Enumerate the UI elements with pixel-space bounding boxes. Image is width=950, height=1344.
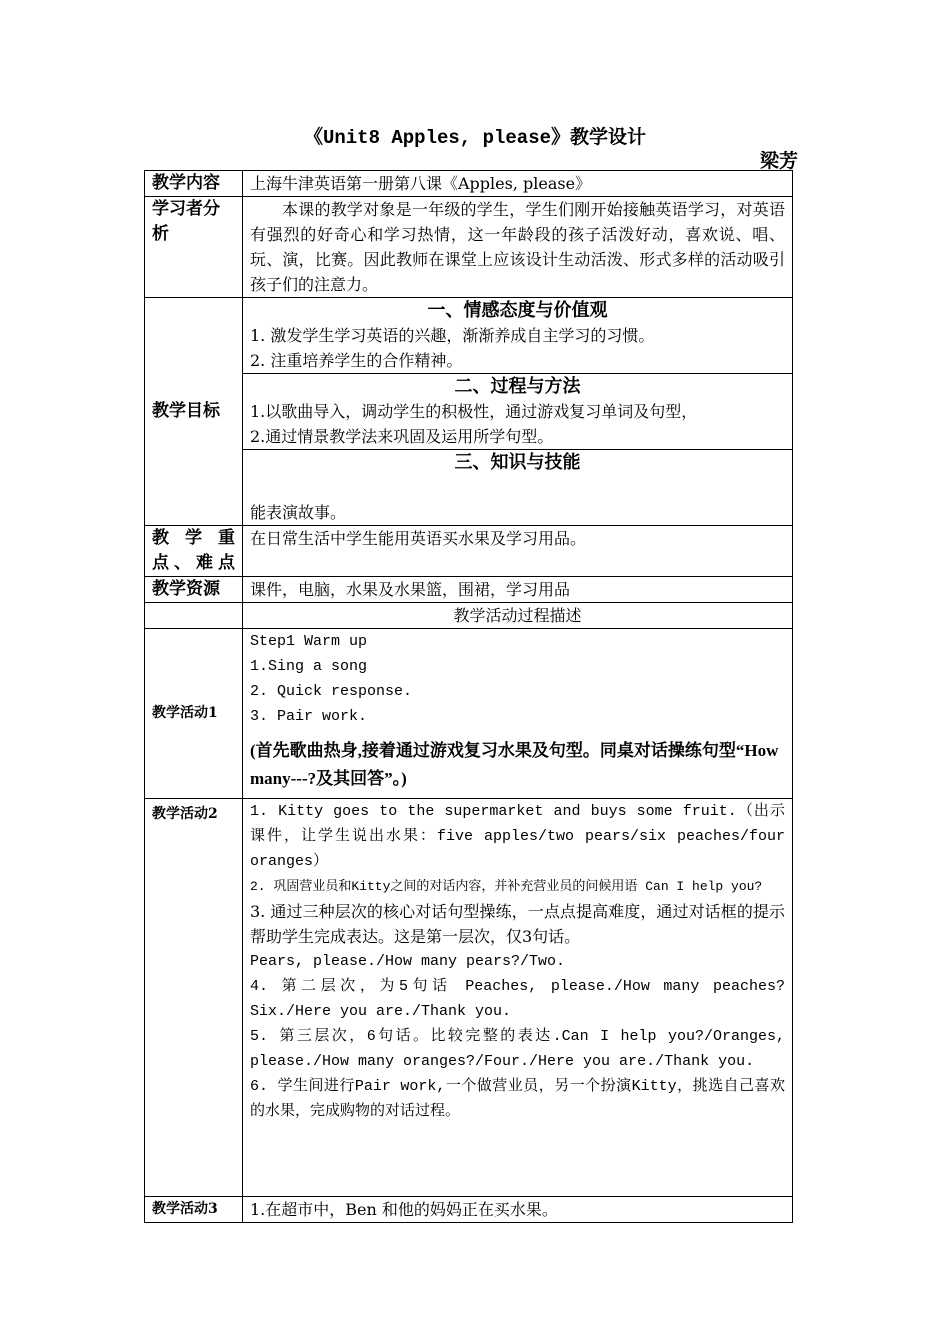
label-activity-2: 教学活动2 [145,799,243,1197]
activity-1-content [243,629,793,799]
activity-2-content [243,799,793,1197]
row-activity-2 [145,799,793,1197]
goals-section-1 [243,298,793,374]
row-activity-1 [145,629,793,799]
row-goals-2 [145,374,793,450]
label-key: 教 学 重 点、难点 [145,526,243,577]
label-resources: 教学资源 [145,577,243,603]
goals-section-3-head: 三、知识与技能 [454,452,581,473]
row-learner [145,197,793,298]
value-content: 上海牛津英语第一册第八课《Apples, please》 [243,171,793,197]
row-content [145,171,793,197]
row-goals-3 [145,450,793,526]
row-key [145,526,793,577]
activity-2-para: Pears, please./How many pears?/Two. [250,953,566,970]
label-goals: 教学目标 [145,298,243,526]
goals-section-1-item: 2. 注重培养学生的合作精神。 [250,351,463,370]
goals-section-3-item: 能表演故事。 [250,503,347,522]
activity-1-note: (首先歌曲热身,接着通过游戏复习水果及句型。同桌对话操练句型“How many---?及其回答”。) [250,741,779,788]
activity-2-para: 3. 通过三种层次的核心对话句型操练，一点点提高难度，通过对话框的提示帮助学生完成表达。这是第一层次，仅3句话。 [250,902,785,946]
activity-2-para: 4. 第二层次，为5句话 Peaches, please./How many peaches? Six./Here you are./Thank you. [250,978,785,1020]
label-content: 教学内容 [145,171,243,197]
value-resources: 课件，电脑，水果及水果篮，围裙，学习用品 [243,577,793,603]
goals-section-2-item: 2.通过情景教学法来巩固及运用所学句型。 [250,427,554,446]
row-goals-1 [145,298,793,374]
goals-section-1-head: 一、情感态度与价值观 [427,300,608,321]
label-activity-3: 教学活动3 [145,1197,243,1223]
document-title: 《Unit8 Apples, please》教学设计 [303,127,647,149]
row-process-head [145,603,793,629]
author-name: 梁芳 [760,150,799,172]
value-key: 在日常生活中学生能用英语买水果及学习用品。 [243,526,793,577]
process-heading: 教学活动过程描述 [243,603,793,629]
activity-2-para: 2. 巩固营业员和Kitty之间的对话内容，并补充营业员的问候用语 Can I help you? [250,879,763,894]
label-learner: 学习者分析 [145,197,243,298]
row-resources [145,577,793,603]
label-activity-1: 教学活动1 [145,629,243,799]
activity-1-line: 1.Sing a song [250,658,368,675]
goals-section-1-item: 1. 激发学生学习英语的兴趣，渐渐养成自主学习的习惯。 [250,326,655,345]
activity-1-line: 3. Pair work. [250,708,368,725]
value-learner: 本课的教学对象是一年级的学生，学生们刚开始接触英语学习，对英语有强烈的好奇心和学习热情，这一年龄段的孩子活泼好动，喜欢说、唱、玩、演，比赛。因此教师在课堂上应该设计生动活泼、形式多样的活动吸引孩子们的注意力。 [243,197,793,298]
goals-section-3 [243,450,793,526]
value-activity-3: 1.在超市中，Ben 和他的妈妈正在买水果。 [243,1197,793,1223]
goals-section-2-head: 二、过程与方法 [454,376,581,397]
row-activity-3 [145,1197,793,1223]
lesson-plan-table [144,170,793,1223]
activity-2-para: 1. Kitty goes to the supermarket and buys some fruit.（出示课件，让学生说出水果：five apples/two pears/six peaches/four oranges） [250,803,785,870]
activity-2-para: 6. 学生间进行Pair work,一个做营业员，另一个扮演Kitty，挑选自己喜欢的水果，完成购物的对话过程。 [250,1078,785,1120]
activity-1-line: 2. Quick response. [250,683,413,700]
activity-2-para: 5. 第三层次，6句话。比较完整的表达.Can I help you?/Oranges, please./How many oranges?/Four./Here you are./Thank you. [250,1028,785,1070]
activity-1-line: Step1 Warm up [250,633,368,650]
goals-section-2 [243,374,793,450]
goals-section-2-item: 1.以歌曲导入，调动学生的积极性，通过游戏复习单词及句型， [250,402,698,421]
